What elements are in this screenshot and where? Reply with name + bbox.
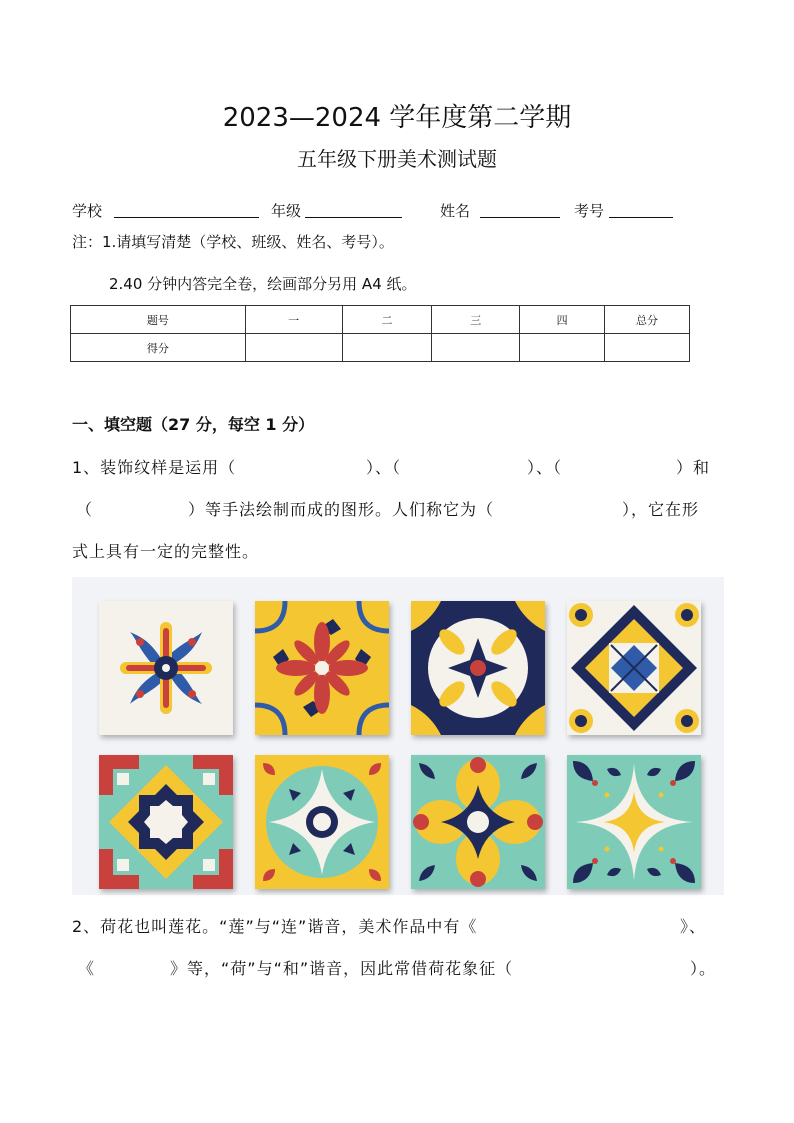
score-cell[interactable] xyxy=(520,334,605,362)
question-1-line-2 xyxy=(72,489,722,531)
q1-text: 1、装饰纹样是运用（ xyxy=(72,458,237,477)
tile-pattern-8 xyxy=(567,755,701,889)
tile-pattern-7 xyxy=(411,755,545,889)
q1-text: ）、（ xyxy=(366,458,402,477)
grade-label: 年级 xyxy=(271,202,302,220)
tile-pattern-4 xyxy=(567,601,701,735)
tile-pattern-3 xyxy=(411,601,545,735)
exam-title: 2023—2024 学年度第二学期 xyxy=(222,103,572,133)
q2-text: 2、荷花也叫莲花。“莲”与“连”谐音，美术作品中有《 xyxy=(72,917,478,936)
question-2-line-2 xyxy=(72,948,722,990)
score-cell[interactable] xyxy=(342,334,432,362)
school-label: 学校 xyxy=(72,202,103,220)
score-row-label: 得分 xyxy=(71,334,246,362)
question-1-line-3 xyxy=(72,531,722,573)
score-cell[interactable] xyxy=(245,334,342,362)
header-cell: 二 xyxy=(342,306,432,334)
name-label: 姓名 xyxy=(440,202,471,220)
question-1 xyxy=(72,447,722,573)
header-cell: 四 xyxy=(520,306,605,334)
note-1: 注：1.请填写清楚（学校、班级、姓名、考号）。 xyxy=(72,233,394,251)
score-cell[interactable] xyxy=(432,334,520,362)
grade-blank[interactable] xyxy=(305,217,402,218)
question-1-line-1 xyxy=(72,447,722,489)
school-blank[interactable] xyxy=(114,217,259,218)
tile-pattern-5 xyxy=(99,755,233,889)
q2-text: 》等，“荷”与“和”谐音，因此常借荷花象征（ xyxy=(170,959,514,978)
section-heading: 一、填空题（27 分，每空 1 分） xyxy=(72,415,315,434)
header-cell: 总分 xyxy=(605,306,690,334)
header-cell: 一 xyxy=(245,306,342,334)
q1-text: 式上具有一定的完整性。 xyxy=(72,542,260,561)
q1-text: ）和 xyxy=(676,458,711,477)
q1-text: （ xyxy=(76,500,94,519)
exam-subtitle: 五年级下册美术测试题 xyxy=(297,147,497,171)
decorative-tiles-image xyxy=(72,577,724,895)
header-cell: 三 xyxy=(432,306,520,334)
q1-text: ）等手法绘制而成的图形。人们称它为（ xyxy=(188,500,495,519)
tile-pattern-1 xyxy=(99,601,233,735)
q1-text: ），它在形 xyxy=(622,500,700,519)
q2-text: 《 xyxy=(78,959,96,978)
exam-no-label: 考号 xyxy=(574,202,605,220)
score-cell[interactable] xyxy=(605,334,690,362)
name-blank[interactable] xyxy=(480,217,560,218)
q2-text: ）。 xyxy=(690,959,717,978)
score-table-header-row xyxy=(71,306,690,334)
score-table-score-row xyxy=(71,334,690,362)
tile-pattern-6 xyxy=(255,755,389,889)
note-2: 2.40 分钟内答完全卷，绘画部分另用 A4 纸。 xyxy=(109,275,417,293)
q2-text: 》、 xyxy=(680,917,707,936)
score-table xyxy=(70,305,690,362)
q1-text: ）、（ xyxy=(527,458,563,477)
exam-no-blank[interactable] xyxy=(609,217,673,218)
question-2-line-1 xyxy=(72,906,722,948)
question-2 xyxy=(72,906,722,990)
header-cell: 题号 xyxy=(71,306,246,334)
tile-pattern-2 xyxy=(255,601,389,735)
